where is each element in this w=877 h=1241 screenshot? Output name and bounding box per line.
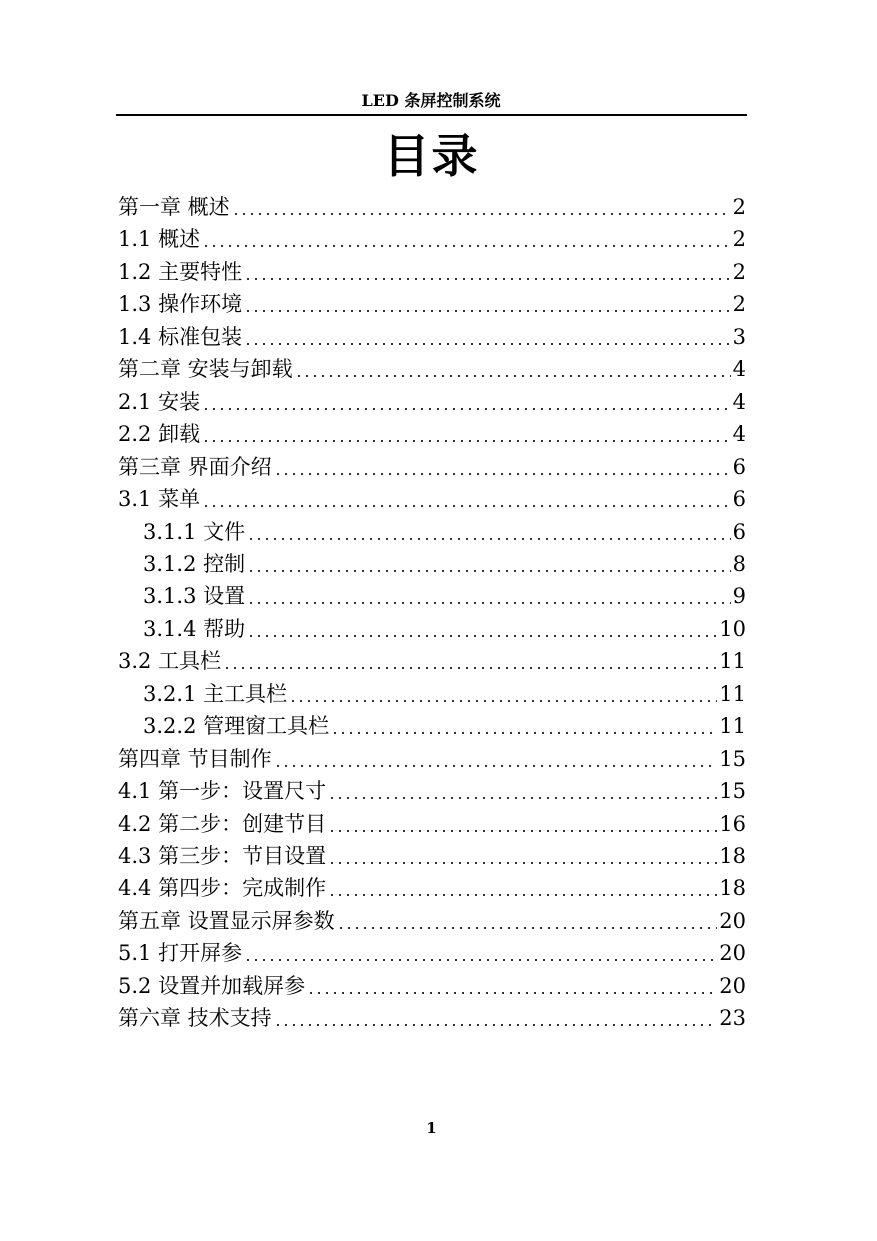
toc-entry[interactable]: [118, 288, 746, 320]
toc-dot-leader: [274, 1024, 718, 1026]
toc-entry[interactable]: [143, 710, 746, 742]
toc-dot-leader: [247, 602, 731, 604]
toc-dot-leader: [202, 440, 731, 442]
page-title: 目录: [383, 129, 480, 183]
toc-entry[interactable]: [118, 223, 746, 255]
toc-entry[interactable]: [143, 613, 746, 645]
toc-entry[interactable]: [118, 1002, 746, 1034]
toc-entry[interactable]: [118, 808, 746, 840]
toc-entry-page: 11: [719, 681, 746, 706]
toc-entry-label: 3.1.4 帮助: [143, 616, 246, 641]
toc-dot-leader: [244, 278, 731, 280]
toc-dot-leader: [328, 862, 717, 864]
toc-entry-page: 4: [732, 422, 746, 447]
toc-entry[interactable]: [118, 191, 746, 223]
toc-dot-leader: [202, 408, 731, 410]
toc-entry[interactable]: [143, 516, 746, 548]
toc-entry[interactable]: [118, 743, 746, 775]
toc-entry-label: 5.1 打开屏参: [118, 941, 243, 966]
toc-entry-page: 20: [719, 973, 746, 998]
toc-entry[interactable]: [118, 451, 746, 483]
toc-entry[interactable]: [118, 970, 746, 1002]
toc-entry-label: 1.1 概述: [118, 227, 201, 252]
toc-entry-page: 10: [719, 616, 746, 641]
toc-dot-leader: [247, 570, 731, 572]
toc-entry[interactable]: [118, 937, 746, 969]
toc-entry-label: 1.4 标准包装: [118, 324, 243, 349]
toc-dot-leader: [337, 927, 718, 929]
toc-entry-page: 4: [732, 389, 746, 414]
toc-entry[interactable]: [118, 321, 746, 353]
toc-entry[interactable]: [118, 353, 746, 385]
toc-dot-leader: [307, 992, 717, 994]
toc-entry-page: 3: [732, 324, 746, 349]
page-number: 1: [426, 1119, 437, 1137]
toc-dot-leader: [244, 343, 731, 345]
toc-entry-label: 4.1 第一步：设置尺寸: [118, 779, 327, 804]
toc-entry-page: 4: [732, 357, 746, 382]
toc-entry-page: 20: [719, 941, 746, 966]
toc-entry[interactable]: [118, 256, 746, 288]
toc-entry[interactable]: [118, 645, 746, 677]
toc-entry-page: 18: [719, 844, 746, 868]
toc-entry-label: 第三章 界面介绍: [118, 454, 272, 479]
toc-entry-page: 6: [732, 487, 746, 512]
toc-entry-label: 2.2 卸载: [118, 422, 201, 447]
toc-entry[interactable]: [118, 872, 746, 904]
toc-dot-leader: [202, 245, 731, 247]
toc-entry-label: 4.2 第二步：创建节目: [118, 811, 327, 836]
toc-entry-label: 3.2.1 主工具栏: [143, 681, 288, 706]
toc-entry-label: 4.3 第三步：节目设置: [118, 844, 327, 868]
toc-dot-leader: [247, 635, 717, 637]
toc-entry[interactable]: [118, 483, 746, 515]
toc-entry-label: 第六章 技术支持: [118, 1006, 272, 1031]
toc-entry-label: 第四章 节目制作: [118, 746, 272, 771]
toc-entry-page: 18: [719, 876, 746, 901]
running-header: LED 条屏控制系统: [361, 91, 501, 110]
toc-entry[interactable]: [143, 678, 746, 710]
toc-dot-leader: [247, 538, 731, 540]
toc-entry-label: 2.1 安装: [118, 389, 201, 414]
toc-entry-page: 2: [732, 227, 746, 252]
toc-entry[interactable]: [143, 548, 746, 580]
toc-dot-leader: [328, 894, 717, 896]
toc-entry-label: 3.2.2 管理窗工具栏: [143, 714, 330, 739]
toc-entry-page: 6: [732, 454, 746, 479]
toc-entry-label: 3.1.1 文件: [143, 519, 246, 544]
toc-entry-page: 16: [719, 811, 746, 836]
toc-dot-leader: [328, 797, 717, 799]
toc-entry-label: 第二章 安装与卸载: [118, 357, 293, 382]
toc-dot-leader: [223, 667, 717, 669]
toc-dot-leader: [274, 473, 731, 475]
toc-entry-page: 9: [732, 584, 746, 609]
toc-entry-page: 11: [719, 714, 746, 739]
toc-entry[interactable]: [118, 840, 746, 872]
toc-entry-page: 2: [732, 292, 746, 317]
toc-entry-label: 3.2 工具栏: [118, 649, 222, 674]
toc-entry[interactable]: [118, 386, 746, 418]
toc-entry-label: 1.3 操作环境: [118, 292, 243, 317]
toc-dot-leader: [202, 505, 731, 507]
toc-entry[interactable]: [118, 905, 746, 937]
toc-entry-label: 1.2 主要特性: [118, 259, 243, 284]
toc-dot-leader: [274, 765, 718, 767]
toc-entry-page: 15: [719, 779, 746, 804]
toc-dot-leader: [295, 375, 731, 377]
toc-entry[interactable]: [118, 418, 746, 450]
toc-dot-leader: [244, 959, 717, 961]
toc-dot-leader: [244, 310, 731, 312]
toc-entry-page: 20: [719, 908, 746, 933]
toc-entry-label: 5.2 设置并加载屏参: [118, 973, 306, 998]
toc-dot-leader: [289, 700, 717, 702]
toc-entry-page: 15: [719, 746, 746, 771]
toc-entry-label: 4.4 第四步：完成制作: [118, 876, 327, 901]
toc-entry-page: 6: [732, 519, 746, 544]
toc-entry-label: 第五章 设置显示屏参数: [118, 908, 335, 933]
toc-entry-page: 2: [732, 259, 746, 284]
toc-dot-leader: [331, 732, 717, 734]
toc-entry-label: 3.1 菜单: [118, 487, 201, 512]
toc-entry-label: 3.1.2 控制: [143, 551, 246, 576]
header-rule: [116, 114, 747, 116]
toc-dot-leader: [232, 213, 731, 215]
toc-entry-page: 11: [719, 649, 746, 674]
toc-dot-leader: [328, 830, 717, 832]
toc-entry-label: 3.1.3 设置: [143, 584, 246, 609]
toc-entry[interactable]: [143, 580, 746, 612]
toc-entry-page: 2: [732, 195, 746, 219]
toc-entry-label: 第一章 概述: [118, 195, 230, 219]
toc-entry[interactable]: [118, 775, 746, 807]
toc-entry-page: 8: [732, 551, 746, 576]
toc-entry-page: 23: [719, 1006, 746, 1031]
